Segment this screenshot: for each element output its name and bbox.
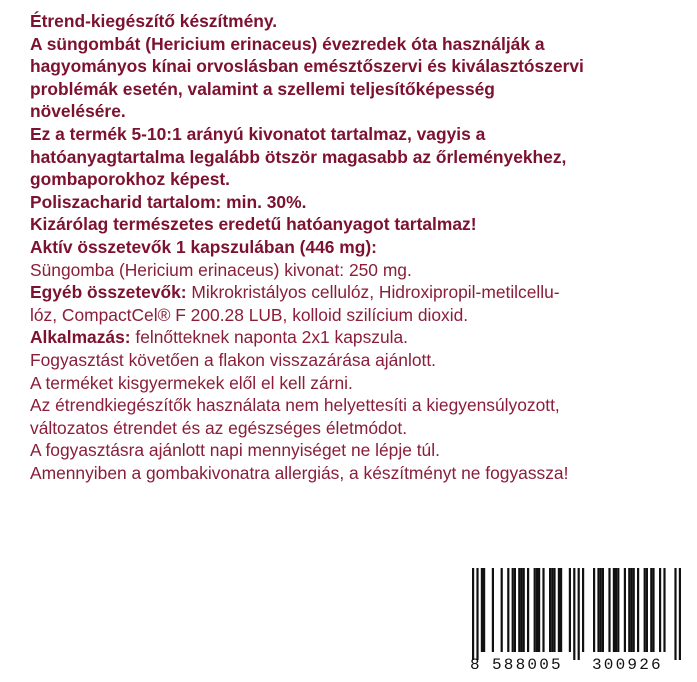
barcode-bar xyxy=(527,568,529,652)
barcode-bar xyxy=(551,568,553,652)
barcode-bar xyxy=(483,568,485,652)
intro-line-4: növelésére. xyxy=(30,101,126,122)
barcode-bar xyxy=(628,568,630,652)
barcode-bar xyxy=(518,568,520,652)
other-ingredients-line-2: lóz, CompactCel® F 200.28 LUB, kolloid szilícium dioxid. xyxy=(30,304,469,325)
barcode-bar xyxy=(492,568,494,652)
label-text xyxy=(30,10,692,484)
natural-origin-note: Kizárólag természetes eredetű hatóanyagot tartalmaz! xyxy=(30,214,477,235)
extract-line-3: gombaporokhoz képest. xyxy=(30,169,231,190)
barcode-bar xyxy=(569,568,571,652)
active-ingredients-heading: Aktív összetevők 1 kapszulában (446 mg): xyxy=(30,236,377,257)
barcode-digits xyxy=(470,656,695,674)
barcode-bar xyxy=(650,568,652,652)
barcode-leading-digit: 8 xyxy=(470,656,480,674)
intro-line-3: problémák esetén, valamint a szellemi teljesítőképesség xyxy=(30,78,495,99)
usage-line xyxy=(30,326,692,349)
product-title: Étrend-kiegészítő készítmény. xyxy=(30,11,278,31)
extract-line-1: Ez a termék 5-10:1 arányú kivonatot tartalmaz, vagyis a xyxy=(30,123,486,144)
barcode-bar xyxy=(659,568,661,652)
barcode-bar xyxy=(512,568,514,652)
barcode-bar xyxy=(514,568,516,652)
barcode-bar xyxy=(617,568,619,652)
barcode-bar xyxy=(602,568,604,652)
barcode-bar xyxy=(646,568,648,652)
barcode-guard-bar xyxy=(674,568,676,660)
barcode-bar xyxy=(593,568,595,652)
note-line-5: A fogyasztásra ajánlott napi mennyiséget ne lépje túl. xyxy=(30,440,440,461)
polysaccharide-content: Poliszacharid tartalom: min. 30%. xyxy=(30,191,307,212)
barcode-right-group: 300926 xyxy=(592,656,663,674)
barcode-bar xyxy=(663,568,665,652)
barcode-bar xyxy=(536,568,538,652)
barcode-guard-bar xyxy=(573,568,575,660)
barcode-bar xyxy=(613,568,615,652)
note-line-3: Az étrendkiegészítők használata nem helyettesíti a kiegyensúlyozott, xyxy=(30,395,560,416)
barcode-bar xyxy=(534,568,536,652)
barcode-bar xyxy=(549,568,551,652)
barcode-bar xyxy=(520,568,522,652)
barcode-bar xyxy=(560,568,562,652)
note-line-6: Amennyiben a gombakivonatra allergiás, a készítményt ne fogyassza! xyxy=(30,462,569,483)
barcode-bar xyxy=(600,568,602,652)
barcode-bar xyxy=(608,568,610,652)
note-line-1: Fogyasztást követően a flakon visszazárása ajánlott. xyxy=(30,349,436,370)
usage-value: felnőtteknek naponta 2x1 kapszula. xyxy=(130,327,409,348)
barcode-bar xyxy=(553,568,555,652)
barcode-bars xyxy=(472,568,694,660)
barcode-bar xyxy=(597,568,599,652)
note-line-4: változatos étrendet és az egészséges életmódot. xyxy=(30,417,408,438)
barcode-bar xyxy=(582,568,584,652)
barcode-bar xyxy=(507,568,509,652)
barcode-bar xyxy=(633,568,635,652)
barcode-bar xyxy=(538,568,540,652)
other-ingredients-label: Egyéb összetevők: xyxy=(30,282,187,303)
active-ingredient-value: Süngomba (Hericium erinaceus) kivonat: 250 mg. xyxy=(30,259,412,280)
barcode-guard-bar xyxy=(476,568,478,660)
note-line-2: A terméket kisgyermekek elől el kell zárni. xyxy=(30,372,353,393)
intro-line-2: hagyományos kínai orvoslásban emésztőszervi és kiválasztószervi xyxy=(30,56,584,77)
barcode-bar xyxy=(652,568,654,652)
barcode-bar xyxy=(624,568,626,652)
barcode-guard-bar xyxy=(472,568,474,660)
barcode-bar xyxy=(558,568,560,652)
barcode xyxy=(458,566,697,682)
barcode-bar xyxy=(523,568,525,652)
barcode-bar xyxy=(481,568,483,652)
intro-line-1: A süngombát (Hericium erinaceus) évezredek óta használják a xyxy=(30,33,545,54)
barcode-bar xyxy=(630,568,632,652)
barcode-left-group: 588005 xyxy=(492,656,563,674)
usage-label: Alkalmazás: xyxy=(30,327,131,348)
barcode-bar xyxy=(501,568,503,652)
barcode-bar xyxy=(644,568,646,652)
extract-line-2: hatóanyagtartalma legalább ötször magasabb az őrleményekhez, xyxy=(30,146,567,167)
barcode-guard-bar xyxy=(578,568,580,660)
barcode-guard-bar xyxy=(679,568,681,660)
other-ingredients-line-1 xyxy=(30,281,692,304)
other-ingredients-value: Mikrokristályos cellulóz, Hidroxipropil-metilcellu- xyxy=(186,282,560,303)
barcode-bar xyxy=(615,568,617,652)
barcode-bar xyxy=(542,568,544,652)
barcode-bar xyxy=(637,568,639,652)
